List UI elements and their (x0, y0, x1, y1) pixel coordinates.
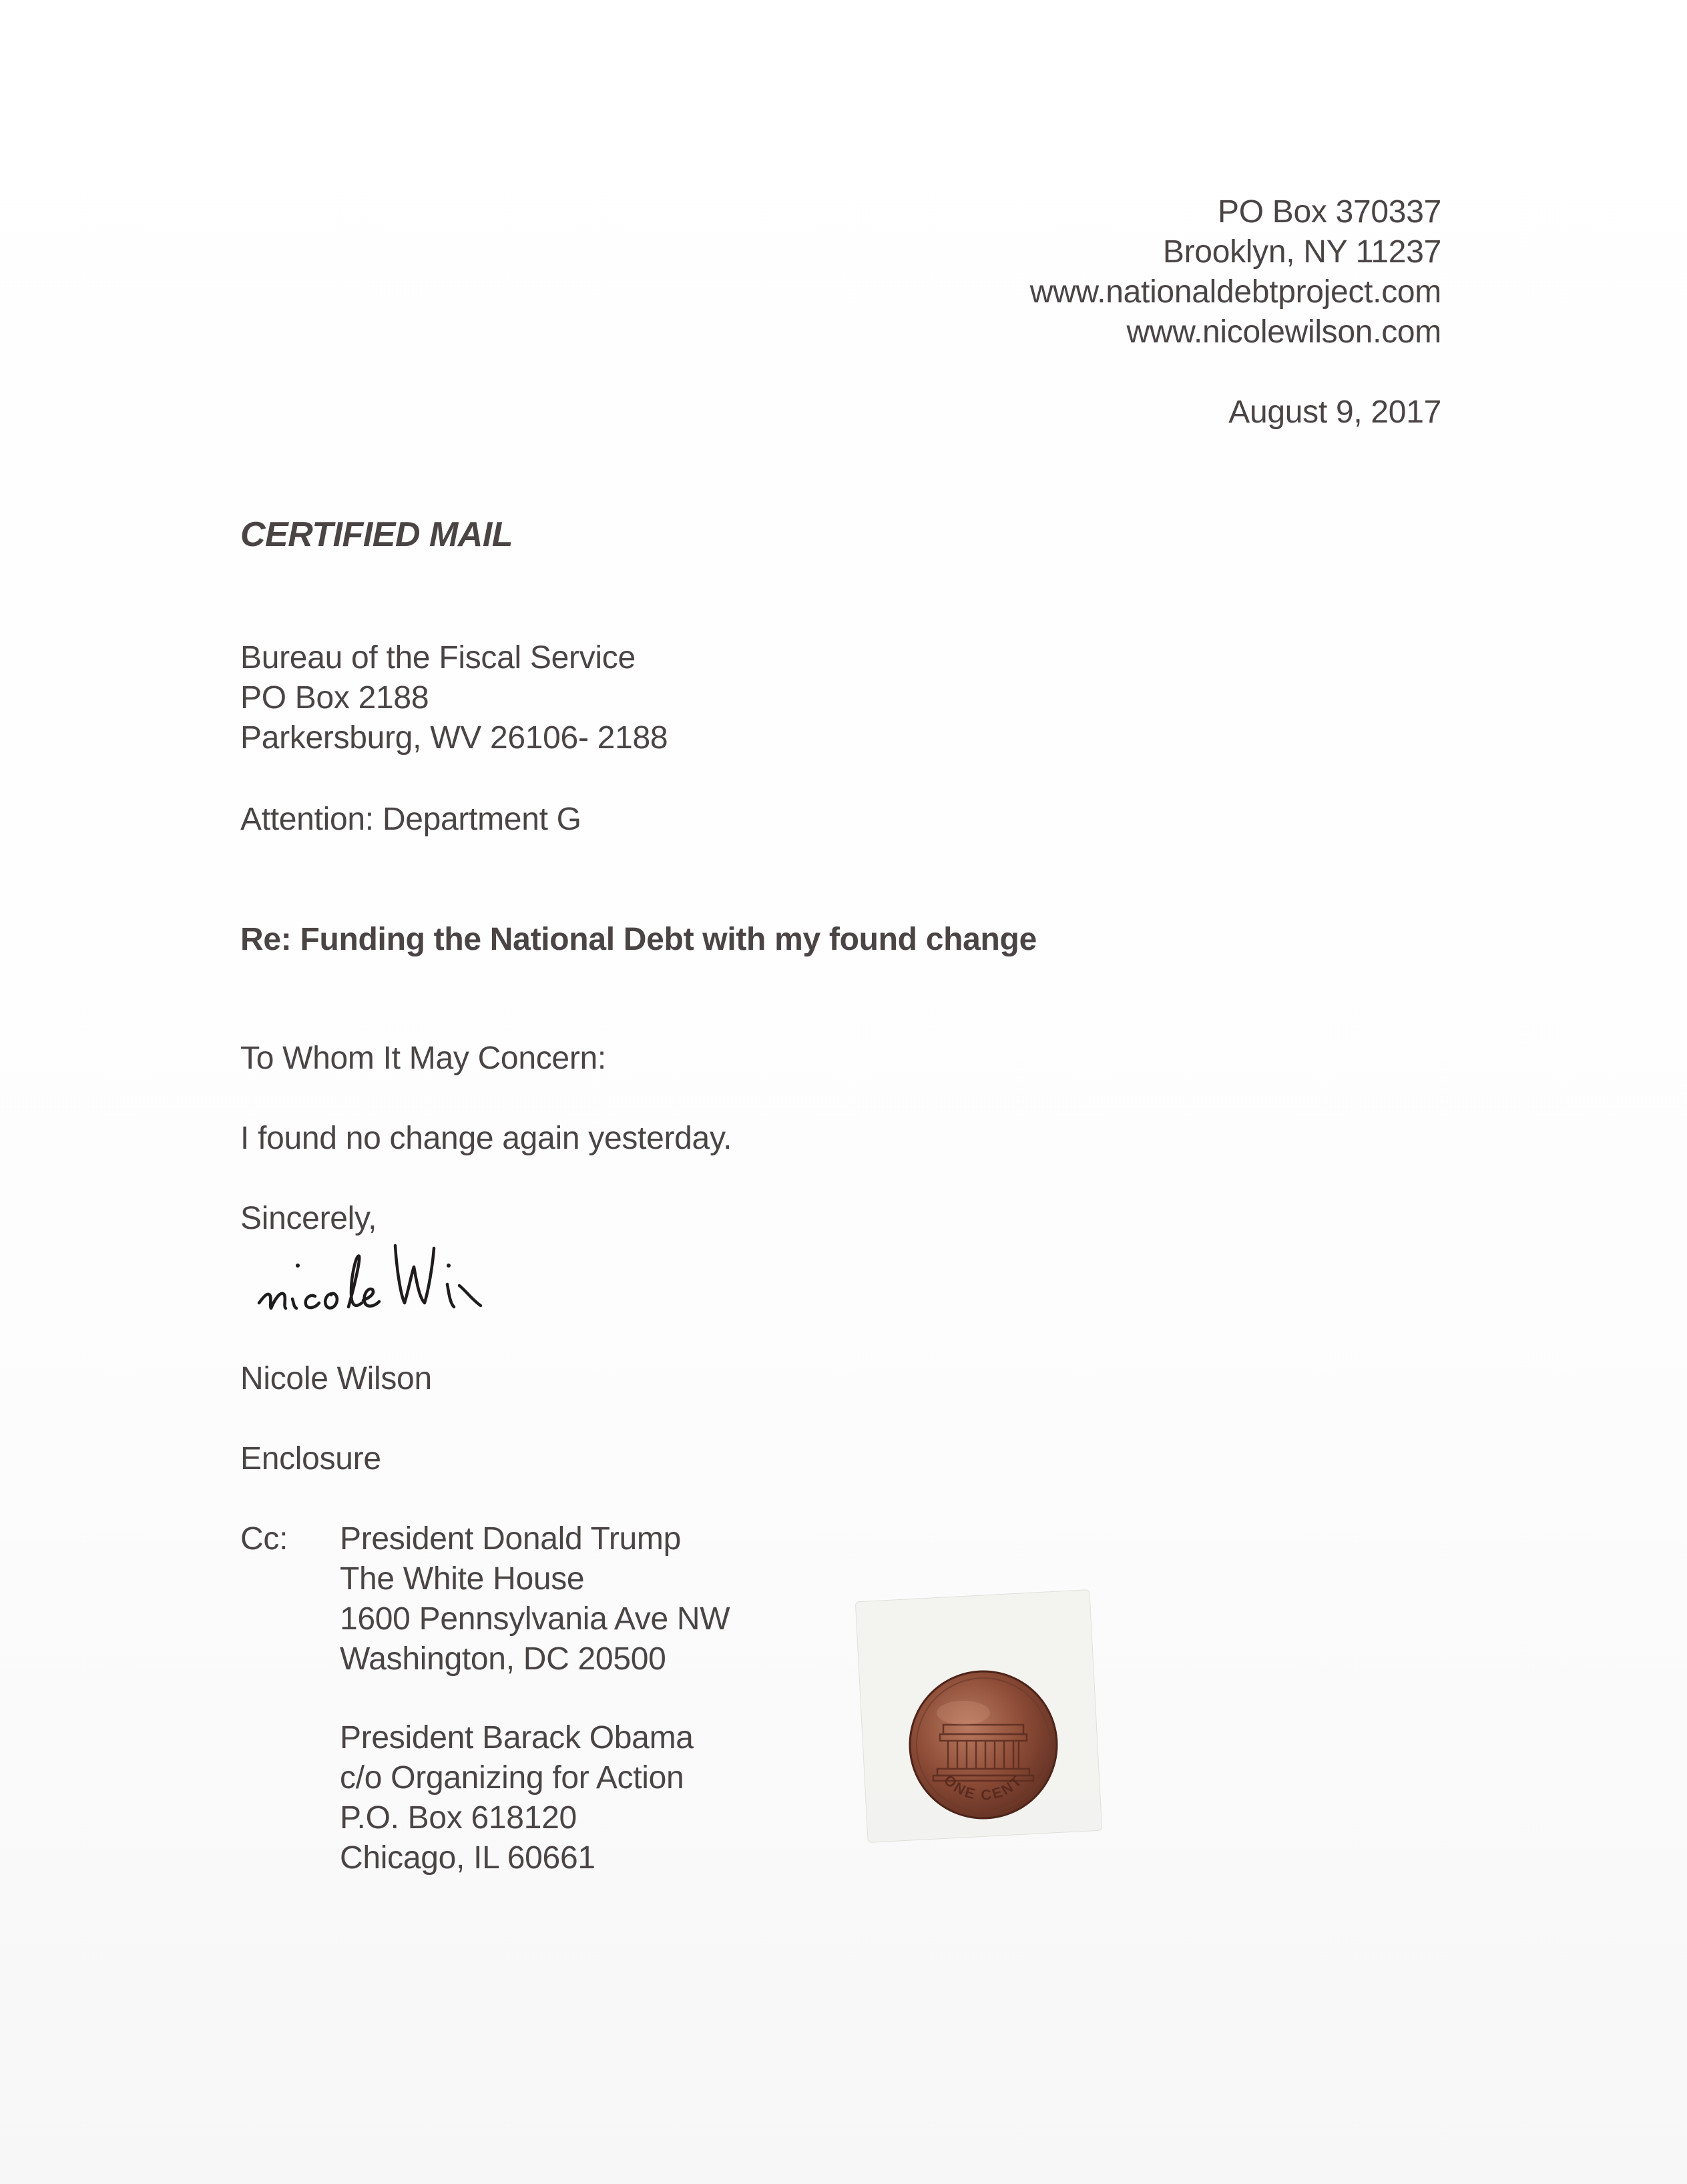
cc-recipient-line: President Donald Trump (340, 1521, 681, 1557)
recipient-line: PO Box 2188 (240, 680, 429, 716)
cc-recipient-line: c/o Organizing for Action (340, 1760, 684, 1796)
cc-recipient-line: Washington, DC 20500 (340, 1641, 666, 1677)
return-address-line: Brooklyn, NY 11237 (1162, 234, 1441, 270)
recipient-line: Parkersburg, WV 26106- 2188 (240, 720, 668, 756)
return-address-line: PO Box 370337 (1217, 194, 1441, 230)
attention-line: Attention: Department G (240, 802, 581, 837)
coin-inscription: ONE CENT (940, 1771, 1027, 1804)
closing: Sincerely, (240, 1201, 377, 1236)
cc-recipient-line: P.O. Box 618120 (340, 1800, 577, 1836)
cc-recipient-line: The White House (340, 1561, 585, 1597)
subject-line: Re: Funding the National Debt with my found change (240, 922, 1037, 957)
signer-name: Nicole Wilson (240, 1361, 432, 1396)
cc-recipient-line: 1600 Pennsylvania Ave NW (340, 1601, 730, 1637)
penny-coin-icon (907, 1669, 1060, 1821)
letter-date: August 9, 2017 (1228, 394, 1441, 430)
handwritten-signature (254, 1228, 654, 1335)
cc-recipient-line: Chicago, IL 60661 (340, 1840, 595, 1876)
salutation: To Whom It May Concern: (240, 1041, 606, 1076)
recipient-address (240, 638, 668, 758)
return-address-url: www.nationaldebtproject.com (1029, 274, 1441, 310)
return-address (1030, 192, 1441, 352)
recipient-line: Bureau of the Fiscal Service (240, 640, 636, 675)
cc-label: Cc: (240, 1521, 288, 1557)
letter-body: I found no change again yesterday. (240, 1121, 732, 1156)
enclosure-note: Enclosure (240, 1441, 381, 1476)
cc-recipient (340, 1718, 694, 1878)
certified-mail-heading: CERTIFIED MAIL (240, 515, 513, 554)
cc-recipient-line: President Barack Obama (340, 1720, 694, 1755)
return-address-url: www.nicolewilson.com (1126, 314, 1441, 350)
cc-recipient (340, 1519, 730, 1679)
